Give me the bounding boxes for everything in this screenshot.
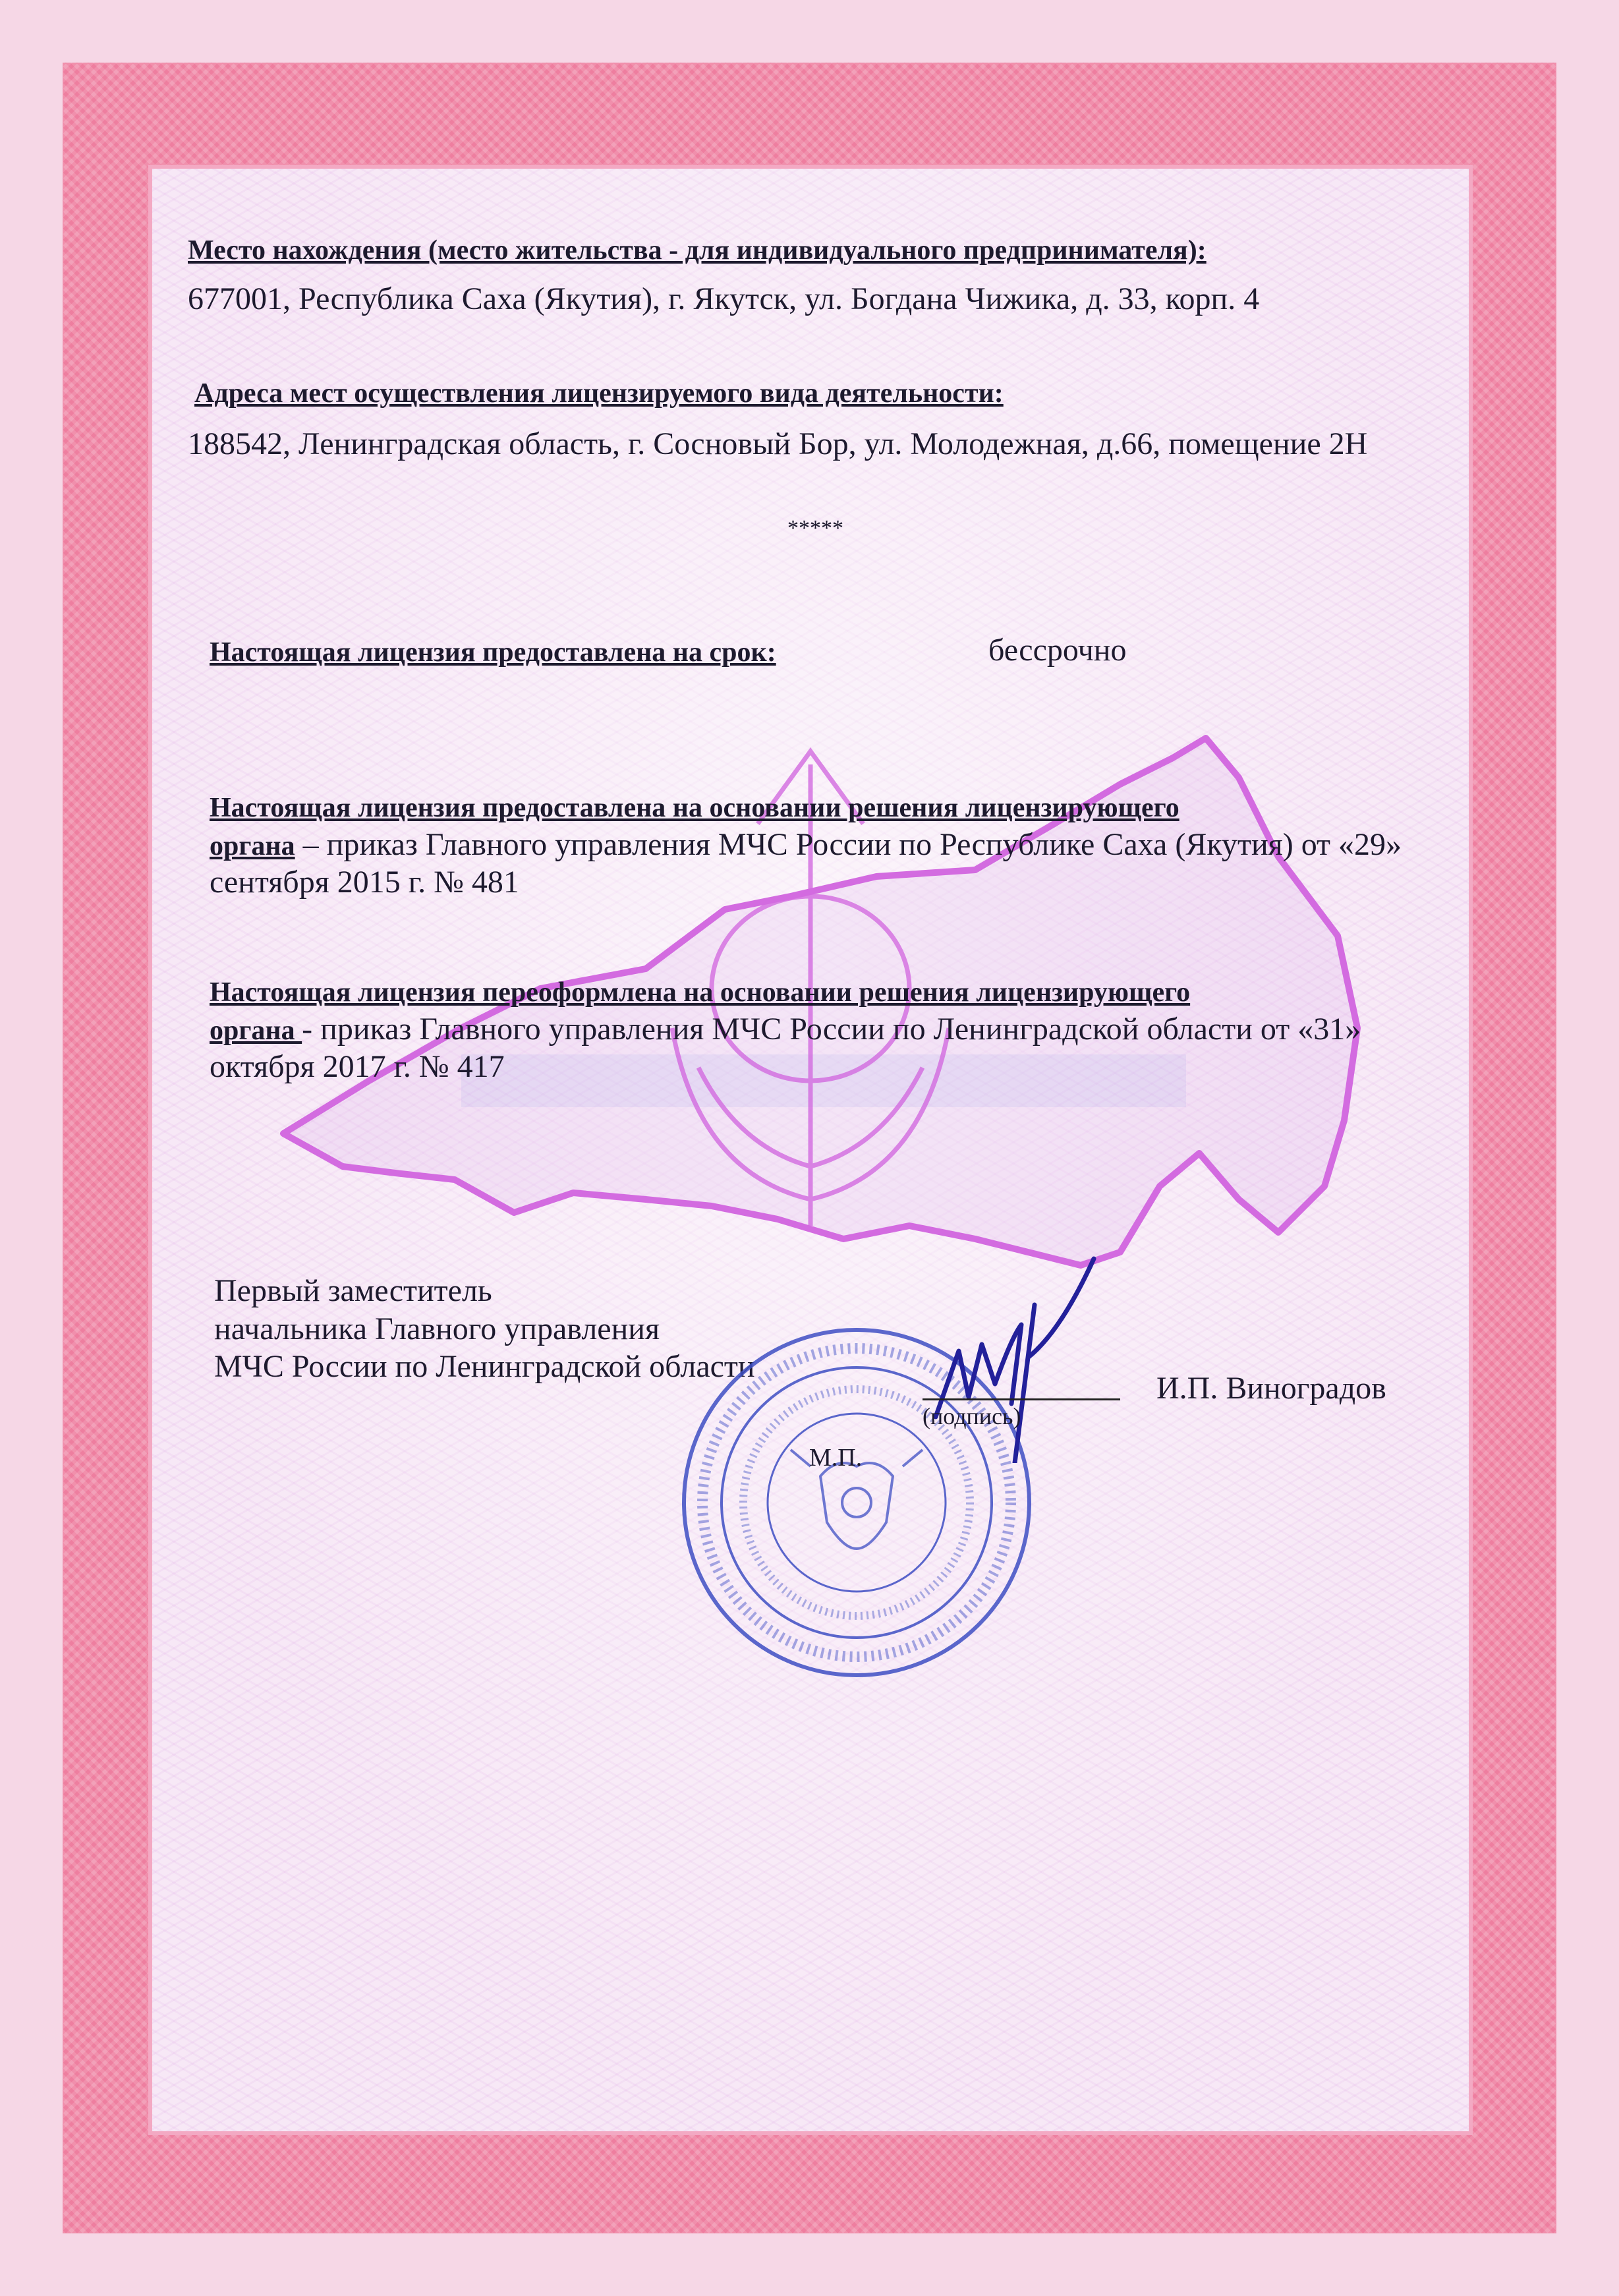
signer-name: И.П. Виноградов xyxy=(1156,1371,1386,1406)
address-label: Место нахождения (место жительства - для индивидуального предпринимателя): xyxy=(188,235,1207,266)
reissue-label: Настоящая лицензия переоформлена на основании решения лицензирующего xyxy=(210,977,1191,1008)
basis-label: Настоящая лицензия предоставлена на основании решения лицензирующего xyxy=(210,793,1179,823)
separator: ***** xyxy=(787,516,843,540)
position-line-2: начальника Главного управления xyxy=(214,1311,660,1346)
position-line-1: Первый заместитель xyxy=(214,1273,492,1308)
position-line-3: МЧС России по Ленинградской области xyxy=(214,1349,755,1385)
activity-address-label: Адреса мест осуществления лицензируемого вида деятельности: xyxy=(194,378,1004,409)
basis-text: – приказ Главного управления МЧС России по Республике Саха (Якутия) от «29» сентября 2015 г. № 481 xyxy=(210,826,1402,900)
term-value: бессрочно xyxy=(988,633,1127,668)
basis-paragraph xyxy=(210,788,1448,902)
stamp-mark: М.П. xyxy=(809,1444,863,1472)
reissue-label-organ: органа xyxy=(210,1015,302,1046)
activity-address-value: 188542, Ленинградская область, г. Сосновый Бор, ул. Молодежная, д.66, помещение 2Н xyxy=(188,426,1368,461)
term-label: Настоящая лицензия предоставлена на срок: xyxy=(210,637,776,668)
reissue-text: - приказ Главного управления МЧС России по Ленинградской области от «31» октября 2017 г. № 417 xyxy=(210,1011,1361,1085)
reissue-paragraph xyxy=(210,972,1448,1086)
signature-line xyxy=(923,1398,1120,1400)
basis-label-organ: органа xyxy=(210,830,295,861)
signature-caption: (подпись) xyxy=(923,1403,1021,1429)
address-value: 677001, Республика Саха (Якутия), г. Якутск, ул. Богдана Чижика, д. 33, корп. 4 xyxy=(188,281,1260,316)
